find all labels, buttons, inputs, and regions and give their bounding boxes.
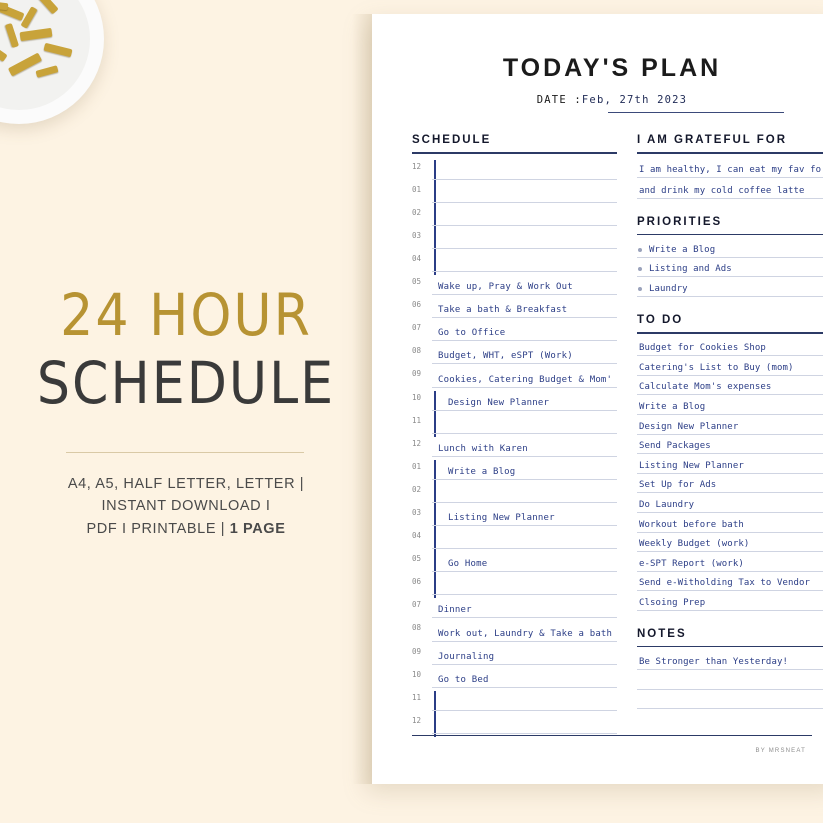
write-line xyxy=(637,414,823,415)
schedule-entry-text[interactable]: Work out, Laundry & Take a bath xyxy=(438,628,613,639)
paperclip-icon xyxy=(43,43,72,58)
priority-item-text[interactable]: Write a Blog xyxy=(649,244,716,255)
schedule-row[interactable] xyxy=(412,367,617,390)
todo-item[interactable] xyxy=(637,536,823,556)
schedule-hour-label: 12 xyxy=(412,161,422,171)
schedule-hour-label: 02 xyxy=(412,484,422,494)
write-line xyxy=(637,571,823,572)
schedule-heading: SCHEDULE xyxy=(412,134,492,146)
paperclip-icon xyxy=(0,38,8,62)
grateful-line[interactable] xyxy=(637,160,823,181)
promo-divider xyxy=(66,452,304,453)
schedule-row[interactable] xyxy=(412,414,617,437)
promo-title xyxy=(0,281,372,417)
grateful-heading-rule xyxy=(637,152,823,154)
schedule-hour-label: 06 xyxy=(412,577,422,587)
write-line xyxy=(637,296,823,297)
schedule-entry-text[interactable]: Listing New Planner xyxy=(448,513,555,524)
todo-item-text[interactable]: Write a Blog xyxy=(639,401,706,412)
write-line xyxy=(637,532,823,533)
schedule-write-line xyxy=(432,594,617,595)
schedule-hour-label: 11 xyxy=(412,415,422,425)
schedule-entry-text[interactable]: Take a bath & Breakfast xyxy=(438,305,568,316)
schedule-hour-label: 09 xyxy=(412,369,422,379)
todo-item-text[interactable]: Design New Planner xyxy=(639,421,739,432)
grateful-line-text[interactable]: I am healthy, I can eat my fav fo xyxy=(639,164,822,175)
schedule-entry-text[interactable]: Wake up, Pray & Work Out xyxy=(438,282,573,293)
date-field xyxy=(412,94,812,106)
write-line xyxy=(637,355,823,356)
todo-item-text[interactable]: Workout before bath xyxy=(639,519,744,530)
schedule-entry-text[interactable]: Go to Bed xyxy=(438,674,489,685)
todo-heading-rule xyxy=(637,332,823,334)
todo-item-text[interactable]: Clsoing Prep xyxy=(639,597,706,608)
todo-item[interactable] xyxy=(637,477,823,497)
schedule-write-line xyxy=(432,179,617,180)
notes-section xyxy=(637,628,823,712)
schedule-row[interactable] xyxy=(412,321,617,344)
notes-heading: NOTES xyxy=(637,627,687,640)
schedule-hour-label: 12 xyxy=(412,715,422,725)
schedule-row[interactable] xyxy=(412,275,617,298)
todo-item-text[interactable]: Send e-Witholding Tax to Vendor xyxy=(639,578,811,589)
write-line xyxy=(637,590,823,591)
planner-page xyxy=(372,14,823,784)
note-line[interactable] xyxy=(637,653,823,673)
schedule-write-line xyxy=(432,664,617,665)
schedule-hour-label: 01 xyxy=(412,184,422,194)
paperclip-icon xyxy=(35,65,58,77)
todo-item-text[interactable]: Set Up for Ads xyxy=(639,480,717,491)
priority-item-text[interactable]: Listing and Ads xyxy=(649,264,732,275)
write-line xyxy=(637,276,823,277)
schedule-hour-label: 11 xyxy=(412,692,422,702)
schedule-row[interactable] xyxy=(412,645,617,668)
todo-item[interactable] xyxy=(637,398,823,418)
footer-rule xyxy=(412,735,812,736)
schedule-row[interactable] xyxy=(412,529,617,552)
write-line xyxy=(637,492,823,493)
notes-heading-rule xyxy=(637,646,823,648)
page-shadow xyxy=(352,14,374,784)
todo-item-text[interactable]: Budget for Cookies Shop xyxy=(639,343,766,354)
schedule-hour-label: 02 xyxy=(412,207,422,217)
priority-item[interactable] xyxy=(637,241,823,261)
schedule-write-line xyxy=(432,687,617,688)
schedule-row[interactable] xyxy=(412,391,617,414)
schedule-rows xyxy=(412,160,617,737)
schedule-write-line xyxy=(432,641,617,642)
grateful-line[interactable] xyxy=(637,181,823,202)
note-line[interactable] xyxy=(637,673,823,693)
promo-panel xyxy=(0,0,372,823)
grateful-section xyxy=(637,134,823,202)
note-line[interactable] xyxy=(637,693,823,713)
schedule-hour-label: 04 xyxy=(412,253,422,263)
priority-item-text[interactable]: Laundry xyxy=(649,283,688,294)
bullet-icon xyxy=(638,248,642,252)
schedule-write-line xyxy=(432,317,617,318)
bullet-icon xyxy=(638,287,642,291)
schedule-row[interactable] xyxy=(412,344,617,367)
schedule-write-line xyxy=(432,363,617,364)
write-line xyxy=(637,512,823,513)
schedule-row[interactable] xyxy=(412,691,617,714)
write-line xyxy=(637,689,823,690)
write-line xyxy=(637,473,823,474)
todo-item[interactable] xyxy=(637,496,823,516)
paperclip-icon xyxy=(5,23,19,48)
grateful-line-text[interactable]: and drink my cold coffee latte xyxy=(639,185,805,196)
promo-subtitle xyxy=(0,473,372,540)
todo-section xyxy=(637,314,823,614)
priority-item[interactable] xyxy=(637,261,823,281)
schedule-entry-text[interactable]: Journaling xyxy=(438,651,495,662)
schedule-entry-text[interactable]: Budget, WHT, eSPT (Work) xyxy=(438,351,573,362)
schedule-hour-label: 12 xyxy=(412,438,422,448)
promo-page-count: 1 PAGE xyxy=(229,520,286,537)
bowl-inner xyxy=(0,0,90,110)
write-line xyxy=(637,453,823,454)
schedule-write-line xyxy=(432,294,617,295)
schedule-hour-label: 07 xyxy=(412,323,422,333)
todo-list xyxy=(637,340,823,614)
schedule-hour-label: 05 xyxy=(412,554,422,564)
priorities-list xyxy=(637,241,823,300)
schedule-entry-text[interactable]: Go Home xyxy=(448,559,488,570)
schedule-row[interactable] xyxy=(412,252,617,275)
write-line xyxy=(637,708,823,709)
date-value: Feb, 27th 2023 xyxy=(581,94,688,106)
promo-subtitle-line3 xyxy=(0,518,372,540)
schedule-hour-label: 05 xyxy=(412,277,422,287)
write-line xyxy=(637,198,823,199)
schedule-write-line xyxy=(432,571,617,572)
todo-item[interactable] xyxy=(637,594,823,614)
schedule-write-line xyxy=(432,710,617,711)
priorities-heading-rule xyxy=(637,234,823,236)
todo-item[interactable] xyxy=(637,575,823,595)
write-line xyxy=(637,257,823,258)
write-line xyxy=(637,434,823,435)
schedule-write-line xyxy=(432,456,617,457)
schedule-write-line xyxy=(432,617,617,618)
schedule-row[interactable] xyxy=(412,460,617,483)
write-line xyxy=(637,177,823,178)
schedule-hour-label: 01 xyxy=(412,461,422,471)
schedule-hour-label: 08 xyxy=(412,346,422,356)
schedule-entry-text[interactable]: Design New Planner xyxy=(448,397,550,408)
promo-subtitle-line2: INSTANT DOWNLOAD I xyxy=(101,498,271,515)
schedule-row[interactable] xyxy=(412,552,617,575)
notes-lines xyxy=(637,653,823,712)
schedule-entry-text[interactable]: Lunch with Karen xyxy=(438,443,528,454)
schedule-entry-text[interactable]: Dinner xyxy=(438,605,472,616)
write-line xyxy=(637,375,823,376)
todo-item-text[interactable]: Send Packages xyxy=(639,441,711,452)
schedule-entry-text[interactable]: Go to Office xyxy=(438,328,506,339)
paperclip-icon xyxy=(20,6,37,29)
schedule-row[interactable] xyxy=(412,298,617,321)
priorities-section xyxy=(637,216,823,300)
schedule-hour-label: 06 xyxy=(412,300,422,310)
schedule-write-line xyxy=(432,525,617,526)
schedule-column xyxy=(412,134,617,737)
todo-item-text[interactable]: Listing New Planner xyxy=(639,460,744,471)
schedule-write-line xyxy=(432,548,617,549)
todo-item[interactable] xyxy=(637,418,823,438)
schedule-write-line xyxy=(432,202,617,203)
promo-subtitle-line1: A4, A5, HALF LETTER, LETTER | xyxy=(67,476,305,492)
schedule-hour-label: 08 xyxy=(412,623,422,633)
schedule-hour-label: 03 xyxy=(412,508,422,517)
todo-item-text[interactable]: Calculate Mom's expenses xyxy=(639,382,772,393)
paperclip-icon xyxy=(20,28,53,41)
priority-item[interactable] xyxy=(637,280,823,300)
schedule-write-line xyxy=(432,225,617,226)
schedule-row[interactable] xyxy=(412,575,617,598)
todo-item[interactable] xyxy=(637,359,823,379)
schedule-entry-text[interactable]: Cookies, Catering Budget & Mom' xyxy=(438,374,613,385)
schedule-row[interactable] xyxy=(412,183,617,206)
todo-item[interactable] xyxy=(637,340,823,360)
schedule-hour-label: 07 xyxy=(412,600,422,610)
write-line xyxy=(637,669,823,670)
promo-title-line1: 24 HOUR xyxy=(60,281,312,349)
todo-item[interactable] xyxy=(637,457,823,477)
todo-item-text[interactable]: Weekly Budget (work) xyxy=(639,539,750,550)
todo-item-text[interactable]: e-SPT Report (work) xyxy=(639,558,744,569)
schedule-write-line xyxy=(432,271,617,272)
todo-item-text[interactable]: Catering's List to Buy (mom) xyxy=(639,362,794,373)
paperclip-icon xyxy=(35,0,58,14)
schedule-row[interactable] xyxy=(412,668,617,691)
schedule-hour-label: 03 xyxy=(412,230,422,240)
promo-title-line2: SCHEDULE xyxy=(36,349,336,417)
schedule-row[interactable] xyxy=(412,621,617,644)
schedule-row[interactable] xyxy=(412,714,617,737)
todo-item[interactable] xyxy=(637,555,823,575)
schedule-row[interactable] xyxy=(412,483,617,506)
priorities-heading: PRIORITIES xyxy=(637,215,723,228)
schedule-row[interactable] xyxy=(412,598,617,621)
write-line xyxy=(637,551,823,552)
grateful-heading: I AM GRATEFUL FOR xyxy=(637,134,788,146)
date-underline xyxy=(608,112,784,113)
schedule-row[interactable] xyxy=(412,437,617,460)
paperclip-bowl-image xyxy=(0,0,104,124)
schedule-row[interactable] xyxy=(412,506,617,529)
paperclip-icon xyxy=(0,1,8,10)
schedule-hour-label: 10 xyxy=(412,392,422,402)
schedule-heading-rule xyxy=(412,152,617,154)
page-title: TODAY'S PLAN xyxy=(502,54,722,82)
schedule-row[interactable] xyxy=(412,160,617,183)
schedule-hour-label: 09 xyxy=(412,646,422,656)
schedule-row[interactable] xyxy=(412,206,617,229)
promo-subtitle-line3-a: PDF I PRINTABLE | xyxy=(86,520,230,537)
todo-item[interactable] xyxy=(637,379,823,399)
grateful-lines xyxy=(637,160,823,202)
schedule-hour-label: 04 xyxy=(412,531,422,541)
schedule-write-line xyxy=(432,410,617,411)
schedule-write-line xyxy=(432,387,617,388)
date-label: DATE : xyxy=(536,94,582,106)
schedule-write-line xyxy=(432,479,617,480)
todo-item[interactable] xyxy=(637,516,823,536)
right-column xyxy=(637,134,823,726)
todo-item-text[interactable]: Do Laundry xyxy=(639,499,695,510)
write-line xyxy=(637,610,823,611)
schedule-hour-label: 10 xyxy=(412,669,422,679)
schedule-write-line xyxy=(432,340,617,341)
bullet-icon xyxy=(638,267,642,271)
schedule-write-line xyxy=(432,433,617,434)
todo-item[interactable] xyxy=(637,438,823,458)
byline: BY MRSNEAT xyxy=(755,748,806,754)
schedule-row[interactable] xyxy=(412,229,617,252)
write-line xyxy=(637,394,823,395)
todo-heading: TO DO xyxy=(637,313,684,326)
note-line-text[interactable]: Be Stronger than Yesterday! xyxy=(639,657,788,668)
schedule-entry-text[interactable]: Write a Blog xyxy=(448,466,516,477)
schedule-write-line xyxy=(432,248,617,249)
schedule-write-line xyxy=(432,502,617,503)
